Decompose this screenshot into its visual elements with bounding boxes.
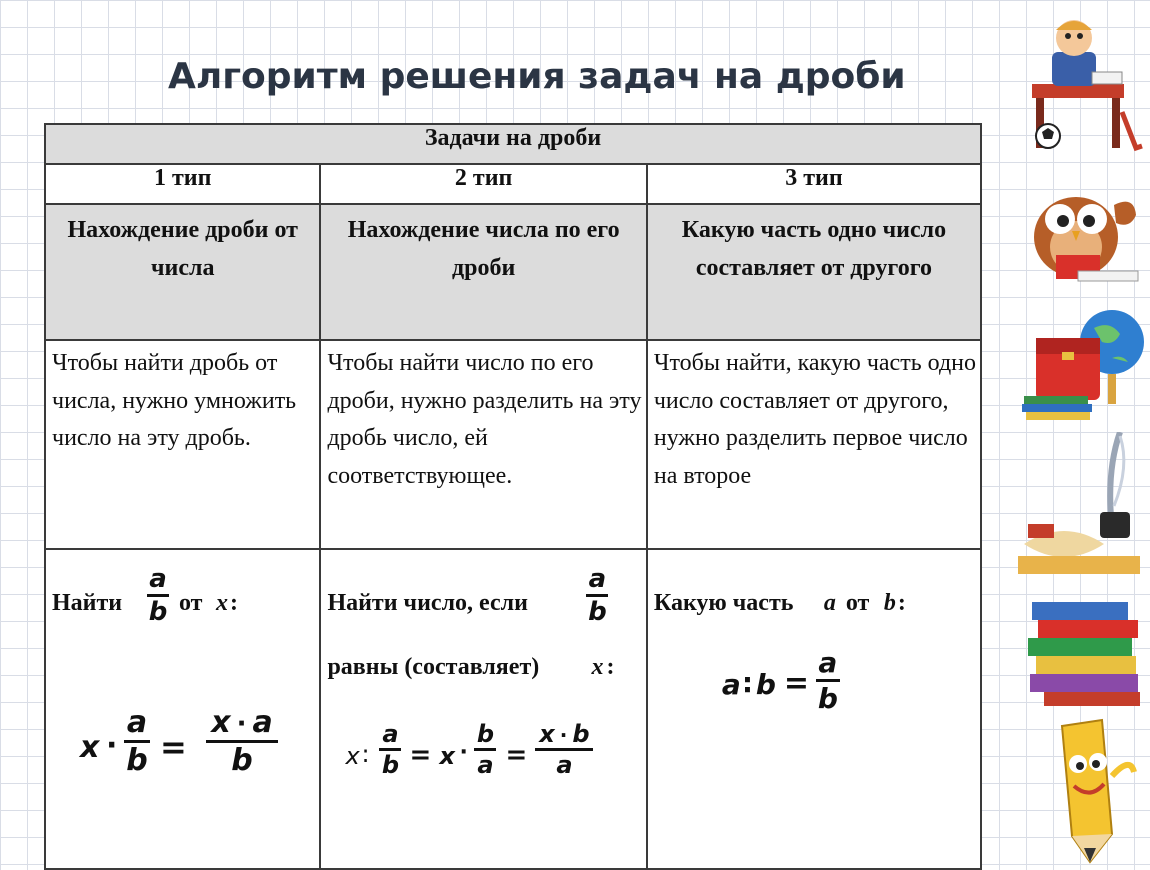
- example-3-prefix: Какую часть: [653, 590, 794, 616]
- formula-1-fraction: a b: [124, 705, 150, 778]
- type-3-name: Какую часть одно число составляет от другого: [647, 204, 981, 340]
- formula-2-dot: ·: [459, 740, 468, 765]
- example-2-colon: :: [606, 654, 615, 680]
- example-1-colon: :: [230, 590, 238, 616]
- example-2-line1: Найти число, если: [327, 590, 528, 616]
- formula-2-equals-2: =: [505, 740, 528, 770]
- type-2-rule: Чтобы найти число по его дроби, нужно разделить на эту дробь число, ей соответствующее.: [320, 340, 646, 549]
- formula-2-x: x: [345, 742, 360, 770]
- type-2-label: 2 тип: [320, 164, 646, 204]
- type-2-example: [320, 549, 646, 869]
- type-1-name: Нахождение дроби от числа: [45, 204, 320, 340]
- fractions-table: [44, 123, 982, 870]
- example-2-line2: равны (составляет): [327, 654, 540, 680]
- type-1-rule: Чтобы найти дробь от числа, нужно умножить число на эту дробь.: [45, 340, 320, 549]
- example-3-b: b: [883, 590, 896, 616]
- formula-2-result: x · b a: [535, 720, 593, 779]
- formula-3-a: a: [721, 668, 741, 701]
- type-3-label: 3 тип: [647, 164, 981, 204]
- formula-3-fraction: a b: [817, 646, 838, 715]
- formula-1-equals: =: [160, 728, 187, 766]
- school-bag-globe-icon: [1020, 298, 1146, 426]
- quill-scroll-icon: [1016, 432, 1146, 592]
- formula-3-equals: =: [783, 666, 809, 701]
- example-1-fraction: a b: [148, 564, 168, 627]
- page-title: Алгоритм решения задач на дроби: [168, 56, 906, 97]
- example-1-var: x: [216, 590, 228, 616]
- type-2-name: Нахождение числа по его дроби: [320, 204, 646, 340]
- example-1-of: от: [179, 590, 203, 616]
- type-1-example: [45, 549, 320, 869]
- example-2-var: x: [591, 654, 604, 680]
- type-1-label: 1 тип: [45, 164, 320, 204]
- example-2-fraction: a b: [588, 564, 607, 627]
- type-3-rule: Чтобы найти, какую часть одно число составляет от другого, нужно разделить первое число на второе: [647, 340, 981, 549]
- table-header: Задачи на дроби: [45, 124, 981, 164]
- formula-1-x: x: [80, 730, 100, 765]
- example-1-find: Найти: [52, 590, 123, 616]
- boy-at-desk-icon: [1022, 12, 1150, 162]
- formula-2-x2: x: [439, 742, 455, 770]
- formula-1-result: x · a b: [206, 705, 278, 778]
- owl-icon: [1016, 175, 1144, 285]
- formula-2-equals-1: =: [409, 740, 432, 770]
- type-3-example: [647, 549, 981, 869]
- pencil-character-icon: [1040, 716, 1140, 864]
- example-3-a: a: [823, 590, 836, 616]
- formula-2-colon: :: [361, 740, 370, 768]
- example-3-colon: :: [897, 590, 906, 616]
- formula-2-fraction-2: b a: [474, 720, 496, 779]
- formula-1-dot: ·: [106, 728, 118, 763]
- formula-3-b: b: [755, 668, 776, 701]
- books-stack-icon: [1024, 596, 1148, 708]
- formula-2-fraction-1: a b: [379, 720, 401, 779]
- formula-3-colon: :: [741, 666, 754, 699]
- example-3-of: от: [845, 590, 870, 616]
